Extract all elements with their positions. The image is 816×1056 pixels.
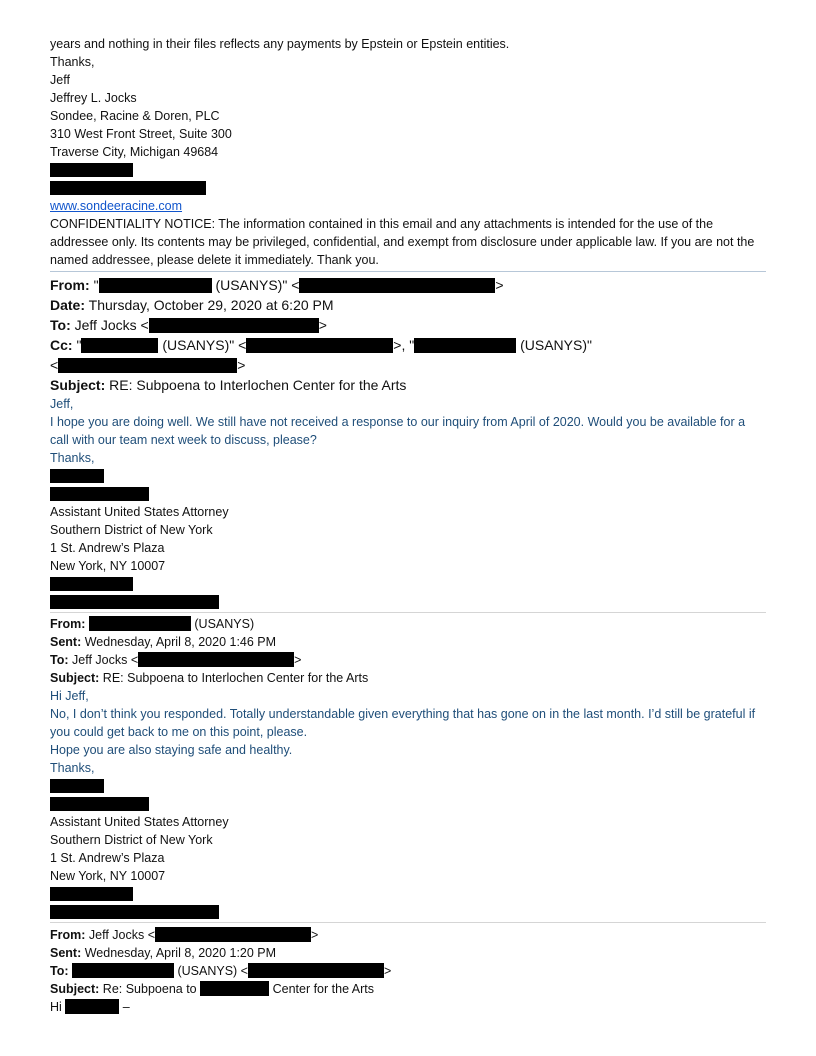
- email-greeting: Jeff,: [50, 397, 74, 411]
- subject-label: Subject:: [50, 982, 100, 996]
- subject-label: Subject:: [50, 377, 106, 393]
- cc-lt: <: [50, 357, 59, 373]
- redaction-bar: [50, 905, 219, 919]
- email-to-line: [50, 651, 301, 669]
- from-org: (USANYS): [194, 617, 255, 631]
- cc-org1: (USANYS)" <: [162, 337, 247, 353]
- subject-label: Subject:: [50, 671, 100, 685]
- email-cc-line: [50, 335, 592, 355]
- subject-post: Center for the Arts: [272, 982, 375, 996]
- redaction-bar: [248, 963, 384, 978]
- cc-org2: (USANYS)": [520, 337, 592, 353]
- to-end: >: [384, 964, 392, 978]
- redaction-bar: [50, 487, 149, 501]
- from-quote: ": [93, 277, 99, 293]
- to-end: >: [294, 653, 302, 667]
- to-name: Jeff Jocks <: [74, 317, 149, 333]
- email-separator: [50, 271, 766, 272]
- from-label: From:: [50, 617, 86, 631]
- to-org: (USANYS) <: [177, 964, 248, 978]
- greeting-post: –: [122, 1000, 130, 1014]
- from-end: >: [495, 277, 504, 293]
- email-body: No, I don’t think you responded. Totally understandable given everything that has gone on in the last month. I’d still be grateful if you could get back to me on this point, please.: [50, 707, 756, 739]
- email-sent-line: [50, 633, 276, 651]
- redaction-bar: [50, 887, 133, 901]
- cc-quote: ": [76, 337, 82, 353]
- email-greeting: [50, 998, 130, 1016]
- redaction-bar: [81, 338, 158, 353]
- redaction-bar: [246, 338, 393, 353]
- redaction-bar: [50, 577, 133, 591]
- subject-pre: Re: Subpoena to: [102, 982, 197, 996]
- email-date: Thursday, October 29, 2020 at 6:20 PM: [88, 297, 334, 313]
- email-separator: [50, 922, 766, 923]
- redaction-bar: [138, 652, 294, 667]
- email-sent: Wednesday, April 8, 2020 1:46 PM: [84, 635, 277, 649]
- email-sent-line: [50, 944, 276, 962]
- redaction-bar: [50, 595, 219, 609]
- redaction-bar: [149, 318, 319, 333]
- from-name: Jeff Jocks <: [88, 928, 156, 942]
- redaction-bar: [50, 163, 133, 177]
- redaction-bar: [155, 927, 311, 942]
- redaction-bar: [72, 963, 174, 978]
- from-org: (USANYS)" <: [215, 277, 300, 293]
- redaction-bar: [58, 358, 237, 373]
- signature-district: Southern District of New York: [50, 523, 213, 537]
- email-date-line: [50, 295, 334, 315]
- email-to-line: [50, 962, 391, 980]
- date-label: Date:: [50, 297, 86, 313]
- email-subject: RE: Subpoena to Interlochen Center for the Arts: [102, 671, 369, 685]
- email-from-line: [50, 615, 254, 633]
- signature-address: 1 St. Andrew’s Plaza: [50, 541, 165, 555]
- email-subject-line: [50, 980, 374, 998]
- redaction-bar: [299, 278, 495, 293]
- signature-firm: Sondee, Racine & Doren, PLC: [50, 109, 220, 123]
- redaction-bar: [65, 999, 119, 1014]
- signature-name-short: Jeff: [50, 73, 70, 87]
- email-subject: RE: Subpoena to Interlochen Center for the Arts: [109, 377, 407, 393]
- redaction-bar: [89, 616, 191, 631]
- cc-label: Cc:: [50, 337, 73, 353]
- signature-name-full: Jeffrey L. Jocks: [50, 91, 137, 105]
- email-separator: [50, 612, 766, 613]
- email-to-line: [50, 315, 327, 335]
- cc-end: >: [237, 357, 246, 373]
- body-text: years and nothing in their files reflects any payments by Epstein or Epstein entities.: [50, 37, 510, 51]
- signature-city: New York, NY 10007: [50, 869, 166, 883]
- signature-title: Assistant United States Attorney: [50, 815, 229, 829]
- to-name: Jeff Jocks <: [72, 653, 139, 667]
- email-cc-line-cont: [50, 355, 245, 375]
- signature-address-line1: 310 West Front Street, Suite 300: [50, 127, 232, 141]
- sent-label: Sent:: [50, 635, 82, 649]
- redaction-bar: [50, 779, 104, 793]
- signature-city: New York, NY 10007: [50, 559, 166, 573]
- to-label: To:: [50, 653, 69, 667]
- cc-mid: >, ": [393, 337, 415, 353]
- email-from-line: [50, 926, 318, 944]
- email-greeting: Hi Jeff,: [50, 689, 89, 703]
- from-label: From:: [50, 928, 86, 942]
- email-body: I hope you are doing well. We still have not received a response to our inquiry from April of 2020. Would you be available for a call with our team next week to discuss, please?: [50, 415, 746, 447]
- email-from-line: [50, 275, 504, 295]
- redaction-bar: [50, 181, 206, 195]
- website-link[interactable]: www.sondeeracine.com: [50, 199, 183, 213]
- email-subject-line: [50, 375, 406, 395]
- to-end: >: [318, 317, 327, 333]
- email-closing: Thanks,: [50, 451, 95, 465]
- to-label: To:: [50, 317, 71, 333]
- from-end: >: [311, 928, 319, 942]
- greeting-pre: Hi: [50, 1000, 62, 1014]
- closing-text: Thanks,: [50, 55, 95, 69]
- signature-address: 1 St. Andrew’s Plaza: [50, 851, 165, 865]
- email-body-2: Hope you are also staying safe and healthy.: [50, 743, 293, 757]
- sent-label: Sent:: [50, 946, 82, 960]
- redaction-bar: [99, 278, 212, 293]
- email-subject-line: [50, 669, 368, 687]
- redaction-bar: [50, 797, 149, 811]
- confidentiality-notice: CONFIDENTIALITY NOTICE: The information contained in this email and any attachments is intended for the use of the addressee only. Its contents may be privileged, confidential, and exempt from disclosure under applicable law. If you are not the named addressee, please delete it immediately. Thank you.: [50, 217, 755, 267]
- signature-district: Southern District of New York: [50, 833, 213, 847]
- signature-address-line2: Traverse City, Michigan 49684: [50, 145, 219, 159]
- email-closing: Thanks,: [50, 761, 95, 775]
- from-label: From:: [50, 277, 90, 293]
- email-sent: Wednesday, April 8, 2020 1:20 PM: [84, 946, 277, 960]
- redaction-bar: [200, 981, 269, 996]
- signature-title: Assistant United States Attorney: [50, 505, 229, 519]
- to-label: To:: [50, 964, 69, 978]
- redaction-bar: [414, 338, 516, 353]
- redaction-bar: [50, 469, 104, 483]
